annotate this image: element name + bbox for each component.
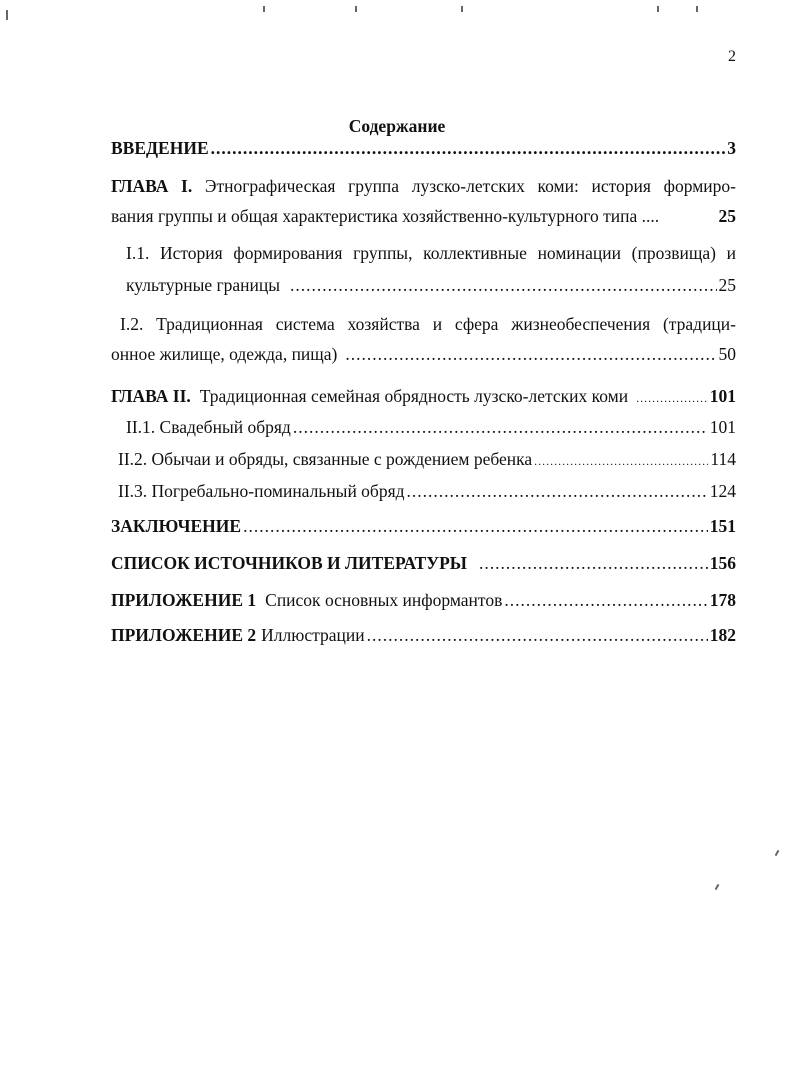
leader-dots — [534, 454, 708, 469]
toc-entry-text: II.3. Погребально-поминальный обряд — [118, 481, 405, 501]
scan-speck — [775, 850, 780, 856]
toc-page-number: 50 — [718, 344, 736, 364]
toc-entry-text: Иллюстрации — [261, 625, 365, 645]
leader-dots — [211, 138, 726, 159]
leader-dots — [479, 553, 708, 574]
toc-entry-text: культурные границы — [126, 275, 281, 295]
toc-entry-text: онное жилище, одежда, пища) — [111, 344, 338, 364]
toc-entry-ch2-2[interactable] — [118, 449, 736, 470]
leader-dots — [345, 344, 716, 365]
toc-page-number: 25 — [718, 275, 736, 295]
toc-entry-ch1-1-line1[interactable] — [126, 243, 736, 264]
page-number: 2 — [728, 48, 736, 65]
scan-speck — [263, 6, 265, 12]
scan-speck — [6, 10, 8, 20]
toc-entry-label: ПРИЛОЖЕНИЕ 1 — [111, 590, 257, 610]
toc-entry-ch2[interactable] — [111, 386, 736, 407]
leader-dots — [367, 625, 708, 646]
toc-entry-ch2-3[interactable] — [118, 481, 736, 502]
toc-page-number: 101 — [709, 386, 736, 406]
toc-entry-intro[interactable] — [111, 138, 736, 159]
toc-entry-ch1-2-line2[interactable] — [111, 344, 736, 365]
scan-speck — [715, 884, 720, 890]
scan-speck — [657, 6, 659, 12]
leader-dots — [636, 391, 708, 406]
toc-entry-ch1-line2[interactable] — [111, 206, 736, 227]
scan-speck — [461, 6, 463, 12]
toc-entry-label: ГЛАВА II. — [111, 386, 191, 406]
toc-page-number: 101 — [709, 417, 736, 437]
toc-entry-text: II.1. Свадебный обряд — [126, 417, 291, 437]
toc-entry-conclusion[interactable] — [111, 516, 736, 537]
toc-page-number: 124 — [709, 481, 736, 501]
scan-speck — [355, 6, 357, 12]
leader-dots — [504, 590, 707, 611]
toc-entry-sources[interactable] — [111, 553, 736, 574]
leader-dots — [407, 481, 708, 502]
toc-page-number: 182 — [709, 625, 736, 645]
leader-dots — [243, 516, 708, 537]
leader-dots — [293, 417, 708, 438]
toc-page-number: 178 — [709, 590, 736, 610]
toc-title: Содержание — [348, 116, 446, 136]
toc-page-number: 114 — [710, 449, 736, 469]
toc-entry-ch1-line1[interactable] — [111, 176, 736, 197]
toc-entry-label: ПРИЛОЖЕНИЕ 2 — [111, 625, 257, 645]
toc-entry-appendix-2[interactable] — [111, 625, 736, 646]
toc-entry-label: ВВЕДЕНИЕ — [111, 138, 209, 158]
toc-page-number: 156 — [709, 553, 736, 573]
toc-entry-appendix-1[interactable] — [111, 590, 736, 611]
toc-page-number: 151 — [709, 516, 736, 536]
toc-entry-text: Список основных информантов — [265, 590, 503, 610]
toc-page-number: 25 — [718, 206, 736, 226]
toc-entry-ch1-1-line2[interactable] — [126, 275, 736, 296]
toc-entry-text: Этнографическая группа лузско-летских коми: история формиро- — [204, 176, 736, 196]
toc-entry-label: ЗАКЛЮЧЕНИЕ — [111, 516, 242, 536]
toc-page-number: 3 — [727, 138, 736, 158]
leader-dots — [290, 275, 716, 296]
toc-entry-text: I.2. Традиционная система хозяйства и сфера жизнеобеспечения (традици- — [120, 314, 736, 334]
toc-entry-text: Традиционная семейная обрядность лузско-летских коми — [199, 386, 629, 406]
toc-entry-ch2-1[interactable] — [126, 417, 736, 438]
toc-entry-ch1-2-line1[interactable] — [120, 314, 736, 335]
scan-speck — [696, 6, 698, 12]
toc-entry-text: II.2. Обычаи и обряды, связанные с рождением ребенка — [118, 449, 533, 469]
toc-entry-text: вания группы и общая характеристика хозяйственно-культурного типа .... — [111, 206, 660, 226]
toc-entry-label: ГЛАВА I. — [111, 176, 193, 196]
toc-entry-text: I.1. История формирования группы, коллективные номинации (прозвища) и — [126, 243, 736, 263]
toc-entry-label: СПИСОК ИСТОЧНИКОВ И ЛИТЕРАТУРЫ — [111, 553, 467, 573]
